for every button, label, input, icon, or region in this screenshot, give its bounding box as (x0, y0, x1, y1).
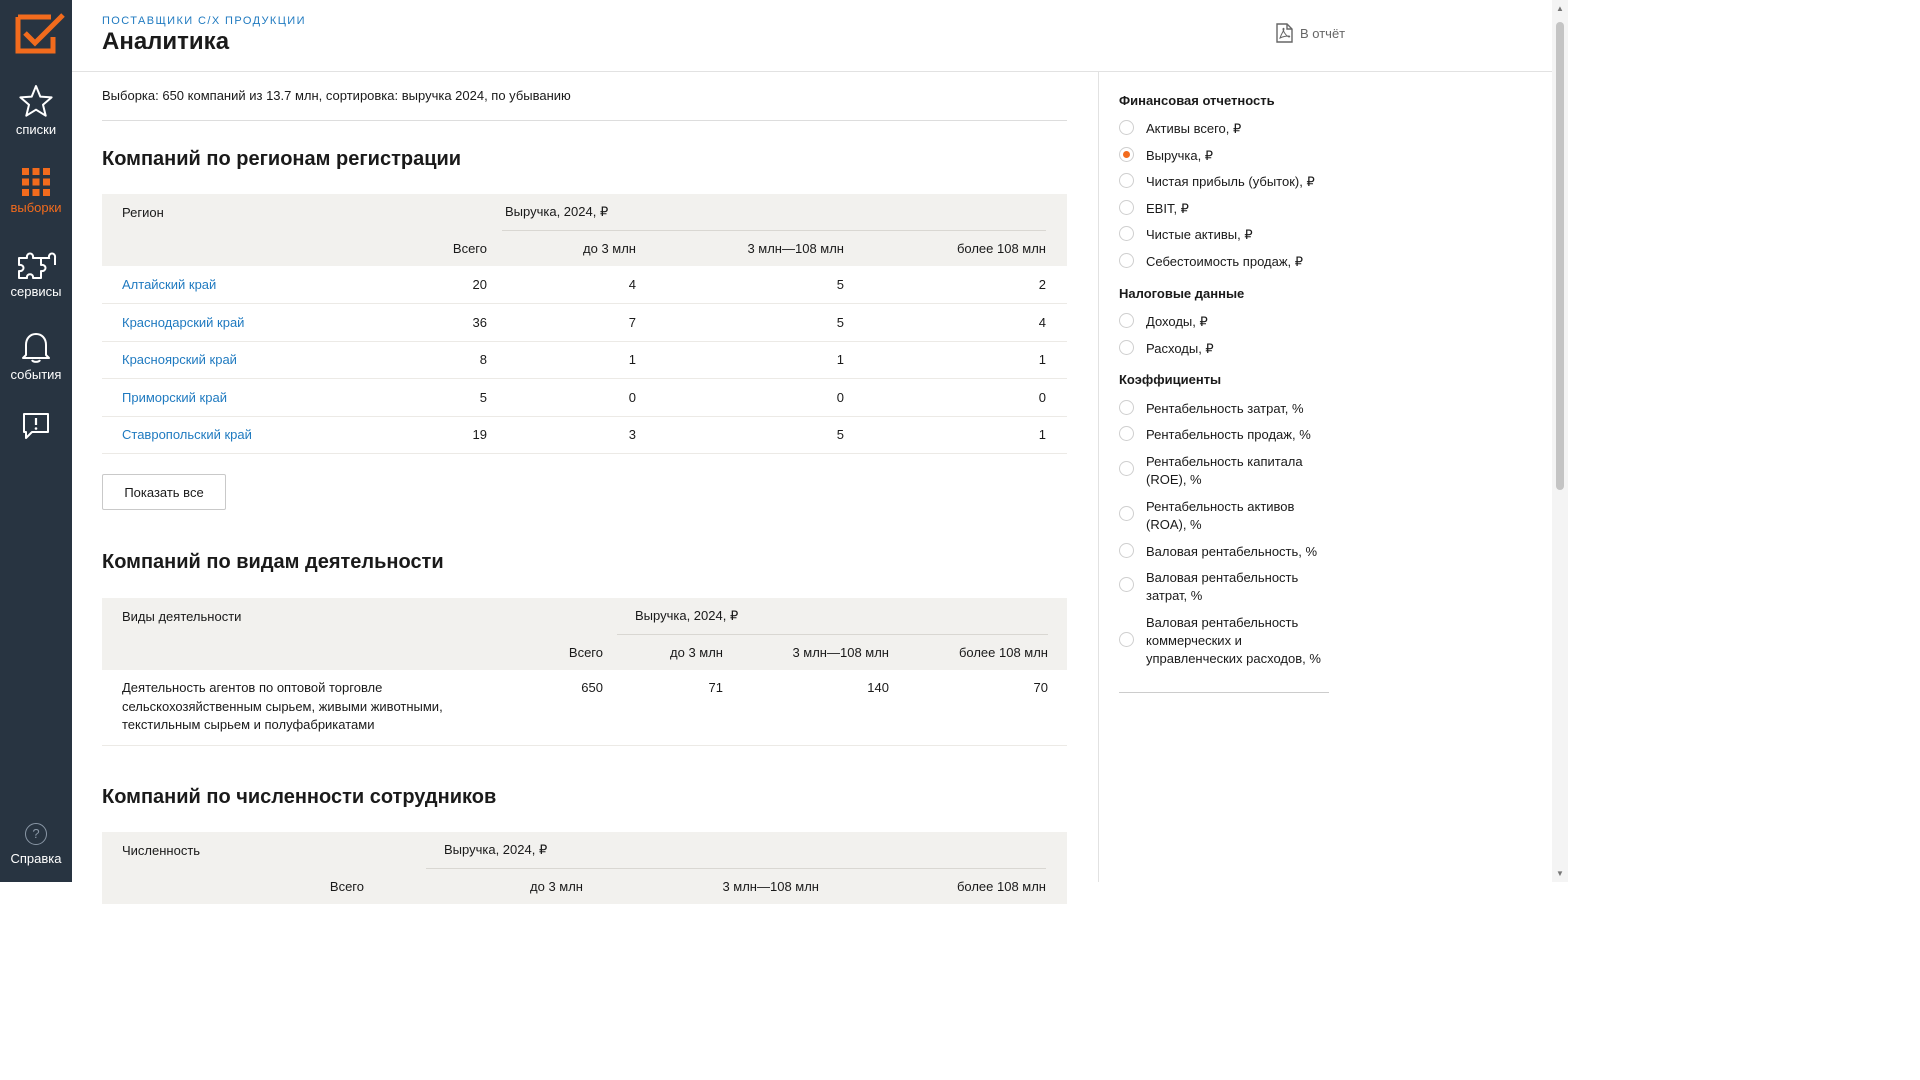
group-title-tax: Налоговые данные (1119, 286, 1245, 301)
metric-option[interactable] (1119, 253, 1336, 271)
cell-large: 0 (844, 379, 1046, 417)
cell-small: 4 (502, 266, 636, 304)
metric-label: Выручка, ₽ (1146, 148, 1214, 163)
activities-col-mid: 3 млн—108 млн (723, 634, 889, 670)
table-row (102, 670, 1067, 745)
metric-label: EBIT, ₽ (1146, 201, 1189, 216)
metric-option[interactable] (1119, 569, 1316, 605)
metric-option[interactable] (1119, 200, 1336, 218)
nav-services-label: сервисы (10, 284, 62, 299)
activities-table (102, 598, 1067, 746)
metric-option[interactable] (1119, 226, 1336, 244)
table-row (102, 341, 1067, 379)
selection-info: Выборка: 650 компаний из 13.7 млн, сортировка: выручка 2024, по убыванию (102, 88, 571, 103)
group-title-financial: Финансовая отчетность (1119, 93, 1275, 108)
regions-col-group: Выручка, 2024, ₽ (502, 194, 1046, 230)
employees-col-large: более 108 млн (819, 868, 1046, 904)
activity-name: Деятельность агентов по оптовой торговле сельскохозяйственным сырьем, живыми животными, текстильным сырьем и полуфабрикатами (122, 670, 502, 745)
cell-large: 1 (844, 416, 1046, 454)
cell-total: 5 (377, 379, 487, 417)
pdf-icon (1274, 23, 1294, 43)
radio-button[interactable] (1119, 340, 1134, 355)
radio-button[interactable] (1119, 506, 1134, 521)
cell-large: 70 (889, 670, 1048, 745)
nav-services[interactable] (0, 248, 72, 299)
regions-col-main: Регион (122, 194, 377, 230)
metric-label: Активы всего, ₽ (1146, 121, 1242, 136)
report-button[interactable] (1274, 23, 1345, 43)
help-link[interactable] (0, 823, 72, 866)
region-link[interactable]: Краснодарский край (122, 304, 377, 342)
metric-panel (1098, 72, 1552, 882)
header (72, 0, 1552, 72)
metric-option[interactable] (1119, 543, 1336, 561)
radio-button[interactable] (1119, 543, 1134, 558)
metric-label: Чистые активы, ₽ (1146, 227, 1253, 242)
regions-col-small: до 3 млн (502, 230, 636, 266)
cell-total: 19 (377, 416, 487, 454)
cell-large: 2 (844, 266, 1046, 304)
cell-small: 1 (502, 341, 636, 379)
radio-button[interactable] (1119, 253, 1134, 268)
employees-col-total: Всего (302, 868, 364, 904)
radio-button[interactable] (1119, 226, 1134, 241)
nav-selections-label: выборки (10, 200, 62, 215)
radio-button[interactable] (1119, 632, 1134, 647)
metric-option[interactable] (1119, 340, 1336, 358)
activities-col-total: Всего (502, 634, 603, 670)
regions-title: Компаний по регионам регистрации (102, 148, 462, 170)
metric-option[interactable] (1119, 120, 1336, 138)
page-title: Аналитика (102, 28, 230, 55)
metric-label: Рентабельность продаж, % (1146, 427, 1311, 442)
regions-table (102, 194, 1067, 454)
radio-button[interactable] (1119, 313, 1134, 328)
region-link[interactable]: Алтайский край (122, 266, 377, 304)
panel-divider (1119, 692, 1329, 693)
nav-selections[interactable] (0, 168, 72, 215)
table-row (102, 416, 1067, 454)
metric-option[interactable] (1119, 498, 1336, 534)
nav-events-label: события (10, 367, 62, 382)
metric-label: Доходы, ₽ (1146, 314, 1208, 329)
table-row (102, 304, 1067, 342)
puzzle-icon (15, 248, 57, 280)
metric-label: Расходы, ₽ (1146, 341, 1214, 356)
cell-small: 0 (502, 379, 636, 417)
employees-title: Компаний по численности сотрудников (102, 786, 497, 808)
metric-option[interactable] (1119, 313, 1336, 331)
question-icon: ? (25, 823, 47, 845)
grid-icon (22, 168, 50, 196)
cell-large: 4 (844, 304, 1046, 342)
feedback-icon (22, 412, 50, 440)
region-link[interactable]: Ставропольский край (122, 416, 377, 454)
metric-option[interactable] (1119, 400, 1336, 418)
radio-button[interactable] (1119, 173, 1134, 188)
sidebar (0, 0, 72, 882)
group-title-ratios: Коэффициенты (1119, 372, 1222, 387)
metric-label: Валовая рентабельность, % (1146, 544, 1318, 559)
radio-button[interactable] (1119, 577, 1134, 592)
show-all-button[interactable]: Показать все (102, 474, 226, 510)
employees-col-main: Численность (122, 832, 302, 868)
activities-col-large: более 108 млн (889, 634, 1048, 670)
regions-col-large: более 108 млн (844, 230, 1046, 266)
table-row (102, 266, 1067, 304)
radio-button[interactable] (1119, 200, 1134, 215)
metric-label: Себестоимость продаж, ₽ (1146, 254, 1304, 269)
cell-mid: 0 (636, 379, 844, 417)
help-label: Справка (10, 851, 62, 866)
cell-mid: 5 (636, 266, 844, 304)
radio-button[interactable] (1119, 120, 1134, 135)
regions-col-mid: 3 млн—108 млн (636, 230, 844, 266)
nav-lists-label: списки (15, 122, 57, 137)
metric-option[interactable] (1119, 426, 1336, 444)
scroll-down-icon[interactable]: ▼ (1556, 869, 1564, 878)
activities-col-group: Выручка, 2024, ₽ (617, 598, 1048, 634)
employees-col-group: Выручка, 2024, ₽ (426, 832, 1046, 868)
bell-icon (21, 331, 51, 363)
metric-label: Чистая прибыль (убыток), ₽ (1146, 174, 1315, 189)
activities-col-small: до 3 млн (617, 634, 723, 670)
metric-option[interactable] (1119, 147, 1336, 165)
nav-feedback[interactable] (0, 412, 72, 444)
metric-option[interactable] (1119, 614, 1336, 668)
radio-button[interactable] (1119, 400, 1134, 415)
scrollbar[interactable] (1552, 0, 1568, 882)
activities-title: Компаний по видам деятельности (102, 551, 444, 573)
nav-events[interactable] (0, 331, 72, 382)
cell-total: 36 (377, 304, 487, 342)
metric-label: Валовая рентабельность затрат, % (1146, 570, 1299, 603)
report-label: В отчёт (1300, 25, 1346, 41)
metric-label: Рентабельность затрат, % (1146, 401, 1304, 416)
radio-button[interactable] (1119, 426, 1134, 441)
cell-large: 1 (844, 341, 1046, 379)
metric-option[interactable] (1119, 173, 1336, 191)
nav-lists[interactable] (0, 84, 72, 137)
cell-small: 3 (502, 416, 636, 454)
cell-total: 20 (377, 266, 487, 304)
cell-mid: 140 (723, 670, 889, 745)
cell-small: 7 (502, 304, 636, 342)
activities-col-main: Виды деятельности (122, 598, 502, 634)
divider (102, 120, 1067, 121)
cell-mid: 5 (636, 416, 844, 454)
employees-table (102, 832, 1067, 904)
metric-option[interactable] (1119, 453, 1336, 489)
scroll-up-icon[interactable]: ▲ (1556, 4, 1564, 13)
regions-col-total: Всего (377, 230, 487, 266)
scroll-thumb[interactable] (1556, 22, 1564, 490)
radio-button-selected[interactable] (1119, 147, 1134, 162)
region-link[interactable]: Красноярский край (122, 341, 377, 379)
cell-mid: 1 (636, 341, 844, 379)
metric-label: Валовая рентабельность коммерческих и управленческих расходов, % (1146, 615, 1321, 666)
breadcrumb[interactable]: ПОСТАВЩИКИ С/Х ПРОДУКЦИИ (102, 15, 306, 27)
region-link[interactable]: Приморский край (122, 379, 377, 417)
metric-label: Рентабельность активов (ROA), % (1146, 499, 1295, 532)
metric-label: Рентабельность капитала (ROE), % (1146, 454, 1303, 487)
radio-button[interactable] (1119, 461, 1134, 476)
cell-mid: 5 (636, 304, 844, 342)
cell-total: 8 (377, 341, 487, 379)
employees-col-mid: 3 млн—108 млн (583, 868, 819, 904)
cell-total: 650 (502, 670, 603, 745)
star-icon (19, 84, 53, 118)
employees-col-small: до 3 млн (426, 868, 583, 904)
logo-icon[interactable] (15, 11, 67, 55)
table-row (102, 379, 1067, 417)
cell-small: 71 (617, 670, 723, 745)
